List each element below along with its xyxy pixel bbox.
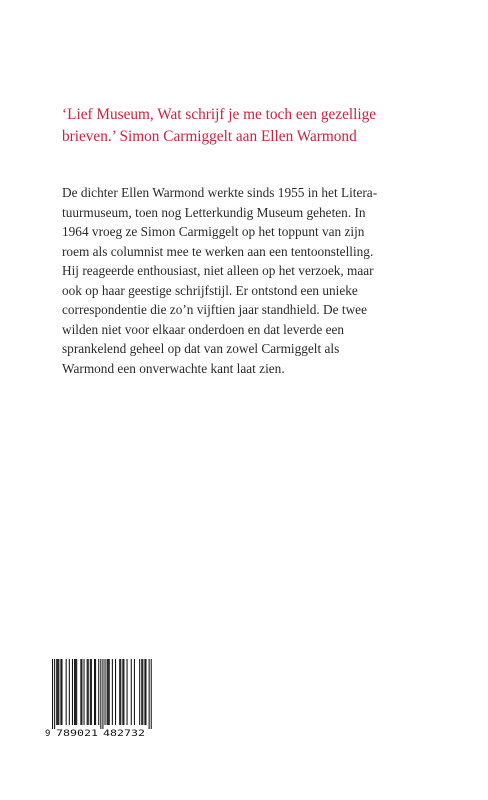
barcode-bar — [88, 659, 89, 725]
barcode-bar — [122, 659, 123, 725]
barcode-bar — [149, 659, 150, 729]
barcode-bar — [66, 659, 67, 725]
barcode-bar — [123, 659, 124, 725]
blurb-line-9: sprankelend geheel op dat van zowel Carmiggelt als — [62, 341, 340, 356]
barcode-bar — [84, 659, 85, 725]
quote-line-2: brieven.’ Simon Carmiggelt aan Ellen Warmond — [62, 128, 357, 145]
barcode-bar — [100, 659, 101, 729]
barcode-bar — [60, 659, 61, 725]
isbn-right-digits: 482732 — [103, 729, 145, 737]
blurb-line-6: ook op haar geestige schrijfstijl. Er ontstond een unieke — [62, 282, 358, 298]
barcode-bar — [58, 659, 59, 725]
barcode-bar — [98, 659, 99, 725]
barcode-bar — [69, 659, 70, 725]
barcode-bar — [112, 659, 113, 725]
barcode-bar — [81, 659, 82, 725]
barcode-bar — [56, 659, 57, 725]
blurb-line-4: roem als columnist mee te werken aan een tentoonstelling. — [62, 243, 374, 259]
blurb-line-10: Warmond een onverwachte kant laat zien. — [62, 360, 285, 376]
barcode-graphic — [44, 657, 156, 737]
barcode-bar — [90, 659, 91, 725]
barcode-bar — [120, 659, 121, 725]
barcode-bar — [144, 659, 145, 725]
barcode-bar — [102, 659, 103, 729]
pull-quote — [62, 104, 462, 148]
blurb-line-2: tuurmuseum, toen nog Letterkundig Museum geheten. In — [62, 204, 366, 220]
barcode-bar — [57, 659, 58, 725]
barcode-bar — [94, 659, 95, 725]
barcode-bar — [61, 659, 62, 725]
barcode-bar — [76, 659, 77, 725]
barcode-bar — [95, 659, 96, 725]
barcode-bar — [139, 659, 140, 725]
isbn-barcode — [44, 657, 156, 737]
barcode-bar — [75, 659, 76, 725]
barcode-bar — [127, 659, 128, 725]
barcode-bars — [52, 659, 152, 729]
barcode-bar — [108, 659, 109, 725]
blurb-line-1: De dichter Ellen Warmond werkte sinds 1955 in het Litera- — [62, 185, 378, 200]
barcode-bar — [87, 659, 88, 725]
barcode-bar — [107, 659, 108, 725]
blurb-line-3: 1964 vroeg ze Simon Carmiggelt op het toppunt van zijn — [62, 224, 365, 239]
barcode-bar — [145, 659, 146, 725]
quote-line-1: ‘Lief Museum, Wat schrijf je me toch een gezellige — [62, 106, 377, 123]
barcode-bar — [115, 659, 116, 725]
isbn-first-digit: 9 — [45, 729, 51, 737]
barcode-bar — [74, 659, 75, 725]
barcode-bar — [151, 659, 152, 729]
barcode-bar — [91, 659, 92, 725]
barcode-bar — [80, 659, 81, 725]
barcode-bar — [119, 659, 120, 725]
barcode-bar — [52, 659, 53, 729]
barcode-bar — [131, 659, 132, 725]
barcode-bar — [54, 659, 55, 729]
barcode-bar — [141, 659, 142, 725]
barcode-bar — [105, 659, 106, 725]
barcode-bar — [109, 659, 110, 725]
blurb-line-7: correspondentie die zo’n vijftien jaar standhield. De twee — [62, 302, 367, 317]
barcode-bar — [142, 659, 143, 725]
barcode-bar — [72, 659, 73, 725]
blurb-line-5: Hij reageerde enthousiast, niet alleen op het verzoek, maar — [62, 263, 374, 278]
blurb-text — [62, 183, 462, 378]
barcode-bar — [134, 659, 135, 725]
blurb-line-8: wilden niet voor elkaar onderdoen en dat leverde een — [62, 321, 345, 337]
isbn-left-digits: 789021 — [56, 729, 98, 737]
